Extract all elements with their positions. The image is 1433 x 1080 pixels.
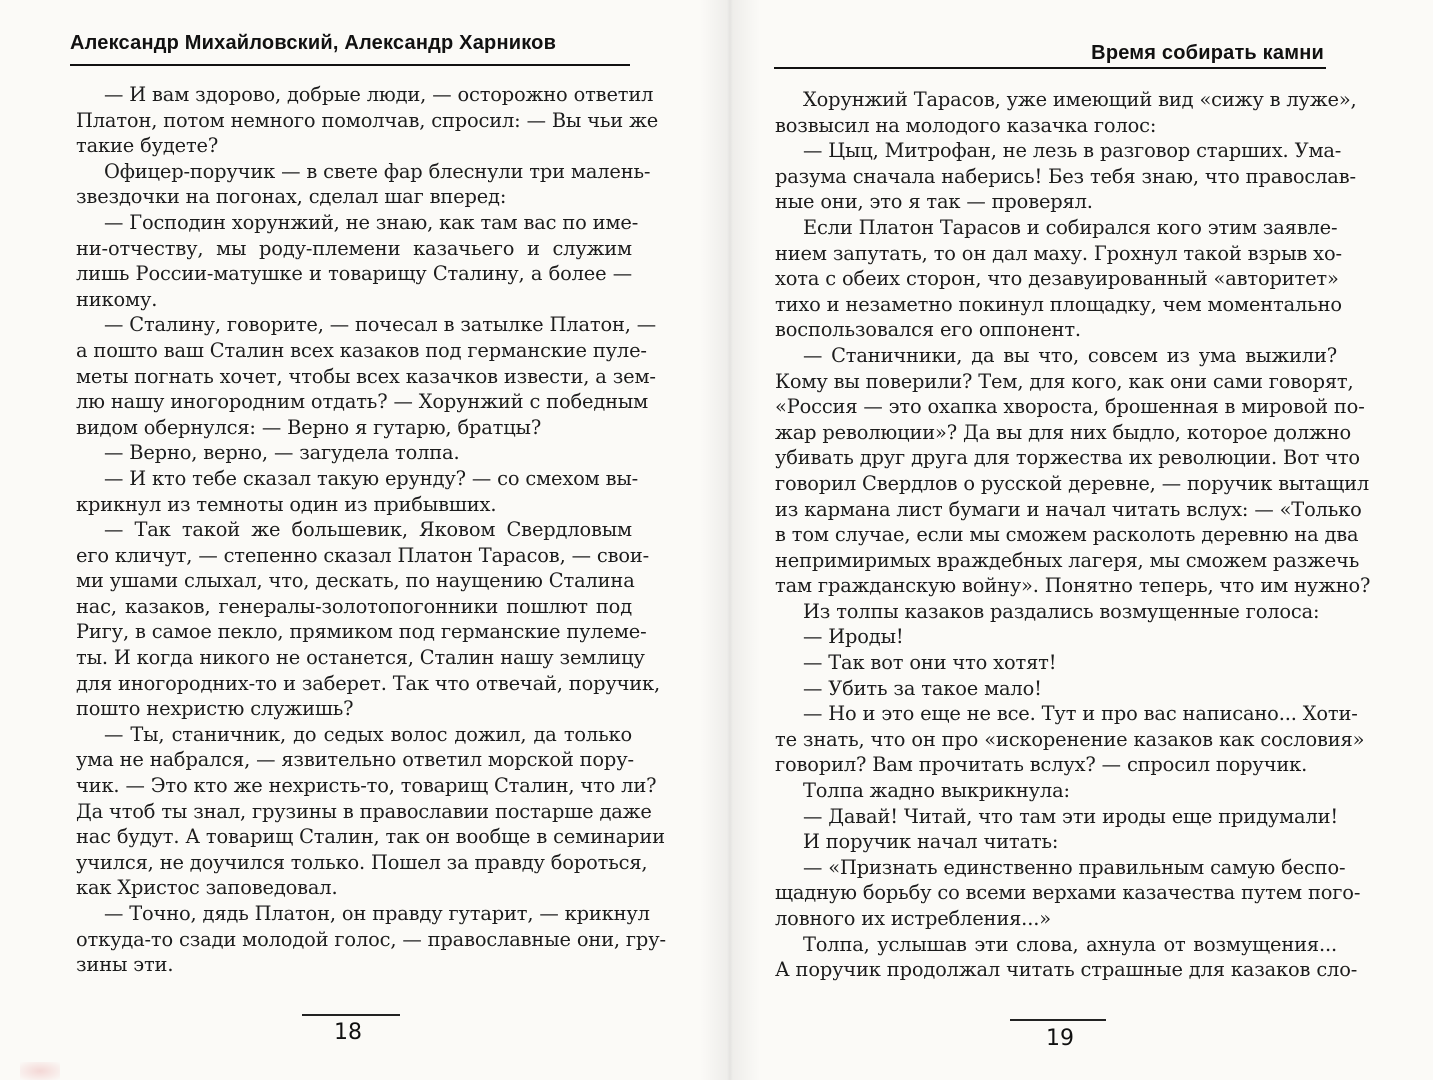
text-line: Если Платон Тарасов и собирался кого этим заявле- <box>803 215 1338 239</box>
text-line: Толпа, услышав эти слова, ахнула от возмущения... <box>803 932 1337 956</box>
text-line: убивать друг друга для торжества их революции. Вот что <box>775 446 1360 470</box>
left-running-head: Александр Михайловский, Александр Харников <box>70 32 557 54</box>
text-line: видом обернулся: — Верно я гутарю, братцы? <box>76 415 542 439</box>
text-line: там гражданскую войну». Понятно теперь, что им нужно? <box>775 574 1371 598</box>
text-line: такие будете? <box>76 134 219 158</box>
right-header-rule <box>774 67 1326 69</box>
text-line: лишь России-матушке и товарищу Сталину, а более — <box>76 262 632 286</box>
text-line: нас будут. А товарищ Сталин, так он вообще в семинарии <box>76 825 665 849</box>
text-line: говорил? Вам прочитать вслух? — спросил поручик. <box>775 753 1308 777</box>
text-line: разума сначала наберись! Без тебя знаю, что православ- <box>775 164 1356 188</box>
text-line: Кому вы поверили? Тем, для кого, как они сами говорят, <box>775 369 1354 393</box>
text-line: откуда-то сзади молодой голос, — православные они, гру- <box>76 927 666 951</box>
text-line: — Цыц, Митрофан, не лезь в разговор старших. Ума- <box>803 139 1342 163</box>
text-line: Да чтоб ты знал, грузины в православии постарше даже <box>76 799 652 823</box>
text-line: из кармана лист бумаги и начал читать вслух: — «Только <box>775 497 1362 521</box>
text-line: — Сталину, говорите, — почесал в затылке Платон, — <box>104 313 657 337</box>
text-line: крикнул из темноты один из прибывших. <box>76 492 497 516</box>
text-line: Платон, потом немного помолчав, спросил: — Вы чьи же <box>76 108 659 132</box>
text-line: — И кто тебе сказал такую ерунду? — со смехом вы- <box>104 466 639 490</box>
text-line: — Ироды! <box>803 625 904 649</box>
text-line: для иногородних-то и заберет. Так что отвечай, поручик, <box>76 671 661 695</box>
text-line: — Но и это еще не все. Тут и про вас написано... Хоти- <box>803 702 1358 726</box>
left-page <box>0 0 716 1080</box>
right-running-head: Время собирать камни <box>1091 42 1324 64</box>
text-line: Из толпы казаков раздались возмущенные голоса: <box>803 599 1320 623</box>
right-page <box>716 0 1433 1080</box>
text-line: И поручик начал читать: <box>803 830 1059 854</box>
text-line: нас, казаков, генералы-золотопогонники пошлют под <box>76 594 632 618</box>
page-stain <box>20 1062 60 1080</box>
text-line: — И вам здорово, добрые люди, — осторожно ответил <box>104 83 654 106</box>
text-line: зины эти. <box>76 953 174 977</box>
text-line: непримиримых враждебных лагеря, мы сможем разжечь <box>775 548 1360 572</box>
text-line: — «Признать единственно правильным самую беспо- <box>803 855 1346 879</box>
text-line: — Господин хорунжий, не знаю, как там вас по име- <box>104 210 639 234</box>
text-line: ни-отчеству, мы роду-племени казачьего и служим <box>76 236 632 260</box>
right-page-number: 19 <box>1046 1026 1074 1051</box>
text-line: лю нашу иногородним отдать? — Хорунжий с победным <box>76 390 649 414</box>
text-line: учился, не доучился только. Пошел за правду бороться, <box>76 850 648 874</box>
text-line: а пошто ваш Сталин всех казаков под германские пуле- <box>76 338 647 362</box>
text-line: ума не набрался, — язвительно ответил морской пору- <box>76 748 634 772</box>
text-line: — Так такой же большевик, Яковом Свердловым <box>104 518 632 542</box>
text-line: ты. И когда никого не останется, Сталин нашу землицу <box>76 646 645 670</box>
text-line: ми ушами слыхал, что, дескать, по наущению Сталина <box>76 569 635 593</box>
text-line: — Точно, дядь Платон, он правду гутарит, — крикнул <box>104 902 650 925</box>
text-line: — Ты, станичник, до седых волос дожил, да только <box>104 722 632 746</box>
text-line: меты погнать хочет, чтобы всех казачков извести, а зем- <box>76 364 656 388</box>
text-line: те знать, что он про «искоренение казаков как сословия» <box>775 727 1365 751</box>
text-line: Офицер-поручик — в свете фар блеснули три малень- <box>104 159 651 183</box>
left-page-text <box>76 82 666 978</box>
left-footer-rule <box>302 1014 400 1016</box>
text-line: «Россия — это охапка хвороста, брошенная в мировой по- <box>775 395 1365 419</box>
text-line: жар революции»? Да вы для них быдло, которое должно <box>775 420 1352 444</box>
text-line: звездочки на погонах, сделал шаг вперед: <box>76 185 507 209</box>
text-line: Ригу, в самое пекло, прямиком под германские пулеме- <box>76 620 647 644</box>
text-line: — Станичники, да вы что, совсем из ума выжили? <box>803 343 1337 367</box>
text-line: говорил Свердлов о русской деревне, — поручик вытащил <box>775 471 1370 495</box>
text-line: Толпа жадно выкрикнула: <box>803 779 1070 803</box>
text-line: в том случае, если мы сможем расколоть деревню на два <box>775 523 1359 547</box>
text-line: ловного их истребления...» <box>775 907 1051 930</box>
text-line: нием запутать, то он дал маху. Грохнул такой взрыв хо- <box>775 241 1342 265</box>
text-line: чик. — Это кто же нехристь-то, товарищ Сталин, что ли? <box>76 774 657 798</box>
text-line: пошто нехристю служишь? <box>76 697 354 721</box>
right-footer-rule <box>1010 1019 1106 1021</box>
left-header-rule <box>70 64 630 66</box>
text-line: никому. <box>76 287 158 311</box>
text-line: как Христос заповедовал. <box>76 876 338 900</box>
text-line: ные они, это я так — проверял. <box>775 190 1093 214</box>
text-line: возвысил на молодого казачка голос: <box>775 113 1157 137</box>
text-line: — Так вот они что хотят! <box>803 651 1057 675</box>
text-line: — Убить за такое мало! <box>803 676 1042 700</box>
text-line: его кличут, — степенно сказал Платон Тарасов, — свои- <box>76 543 650 567</box>
right-page-text <box>775 87 1371 983</box>
left-page-number: 18 <box>334 1020 362 1045</box>
text-line: воспользовался его оппонент. <box>775 318 1081 342</box>
text-line: щадную борьбу со всеми верхами казачества путем пого- <box>775 881 1361 905</box>
text-line: А поручик продолжал читать страшные для казаков сло- <box>775 958 1358 982</box>
text-line: — Давай! Читай, что там эти ироды еще придумали! <box>803 804 1339 828</box>
text-line: Хорунжий Тарасов, уже имеющий вид «сижу в луже», <box>803 88 1357 111</box>
text-line: хота с обеих сторон, что дезавуированный «авторитет» <box>775 267 1339 291</box>
text-line: тихо и незаметно покинул площадку, чем моментально <box>775 292 1342 316</box>
text-line: — Верно, верно, — загудела толпа. <box>104 441 460 465</box>
